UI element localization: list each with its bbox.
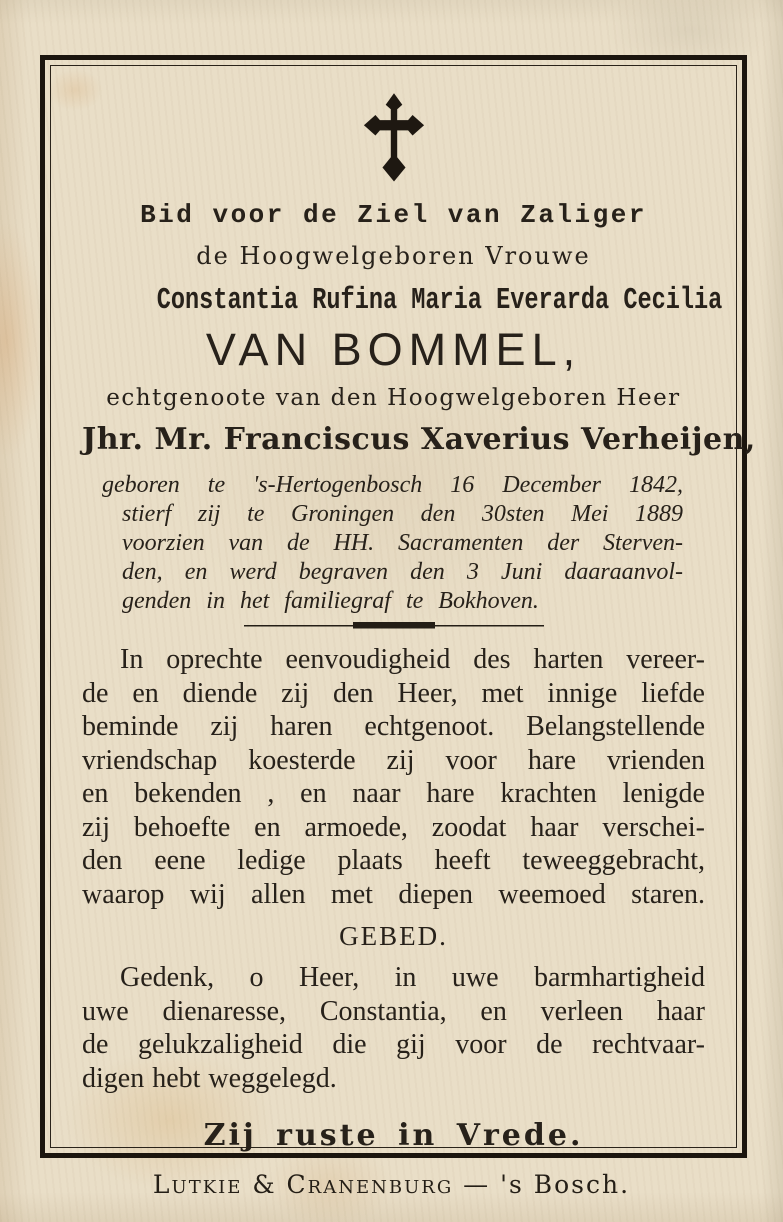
text-line: In oprechte eenvoudigheid des harten vereer- <box>120 644 705 675</box>
text-line: voorzien van de HH. Sacramenten der Sterven- <box>122 530 683 556</box>
text-line: de gelukzaligheid die gij voor de rechtvaar- <box>82 1029 705 1060</box>
prayer-paragraph <box>82 961 705 1095</box>
latin-cross-icon <box>362 93 426 183</box>
text-line: zij behoefte en armoede, zoodat haar verschei- <box>82 811 705 843</box>
biography-paragraph <box>82 471 705 616</box>
text-line: Gedenk, o Heer, in uwe barmhartigheid <box>120 962 705 993</box>
closing-line: Zij ruste in Vrede. <box>203 1118 584 1153</box>
spouse-name-line: Jhr. Mr. Franciscus Xaverius Verheijen, <box>82 422 756 457</box>
printer-name: Lutkie & Cranenburg <box>152 1170 454 1199</box>
text-line: geboren te 's-Hertogenbosch 16 December 1842, <box>102 472 683 498</box>
card-border-frame <box>40 55 756 1158</box>
text-line: beminde zij haren echtgenoot. Belangstellende <box>82 711 705 742</box>
printer-city: 's Bosch. <box>500 1170 631 1199</box>
swelled-rule-divider <box>244 622 544 629</box>
text-line: de en diende zij den Heer, met innige liefde <box>82 677 705 709</box>
text-line: en bekenden , en naar hare krachten lenigde <box>82 778 705 809</box>
text-line: genden in het familiegraf te Bokhoven. <box>122 588 539 614</box>
card-content <box>52 67 756 1153</box>
text-line: vriendschap koesterde zij voor hare vrienden <box>82 744 705 776</box>
honorific-line: de Hoogwelgeboren Vrouwe <box>196 242 591 270</box>
deceased-given-names: Constantia Rufina Maria Everarda Cecilia <box>156 283 723 318</box>
invocation-line: Bid voor de Ziel van Zaliger <box>140 200 647 230</box>
imprint-separator: — <box>463 1170 491 1199</box>
prayer-heading: GEBED. <box>339 921 448 951</box>
text-line: den eene ledige plaats heeft teweeggebracht, <box>82 845 705 876</box>
text-line: digen hebt weggelegd. <box>82 1062 337 1094</box>
relation-line: echtgenoote van den Hoogwelgeboren Heer <box>106 385 681 411</box>
deceased-family-name: VAN BOMMEL, <box>205 324 582 375</box>
text-line: uwe dienaresse, Constantia, en verleen haar <box>82 995 705 1027</box>
text-line: stierf zij te Groningen den 30sten Mei 1889 <box>122 501 683 527</box>
printer-imprint <box>0 1168 783 1202</box>
eulogy-paragraph <box>82 643 705 911</box>
text-line: waarop wij allen met diepen weemoed staren. <box>82 878 705 910</box>
text-line: den, en werd begraven den 3 Juni daaraanvol- <box>122 559 683 585</box>
